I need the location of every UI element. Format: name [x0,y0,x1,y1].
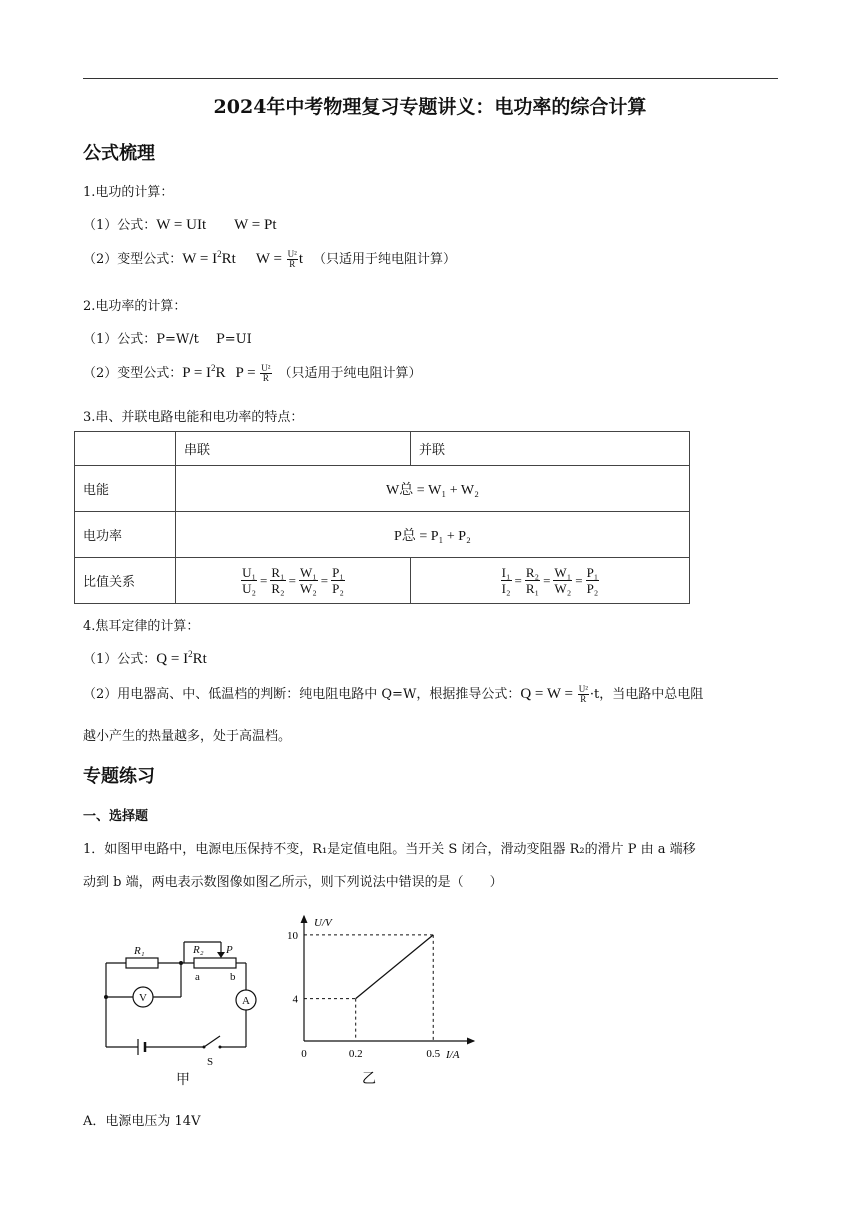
question-1-line-2: 动到 b 端，两电表示数图像如图乙所示，则下列说法中错误的是（ ） [83,875,503,890]
label-a: a [195,971,200,983]
label-p: P [226,944,233,956]
table-row-label: 比值关系 [75,558,176,604]
f-part: t [298,251,304,267]
x-tick-label: 0 [301,1048,307,1060]
ratio-fraction [331,565,345,596]
power-formula-line: （1）公式：P=W/t P=UI [83,332,252,347]
ratio-fraction [270,565,285,596]
denominator: P₂ [332,581,344,596]
numerator: W₁ [299,565,317,580]
work-variant-f1: $W = I^2Rt$ [182,249,236,267]
ratio-fraction [525,565,540,596]
joule-prefix: （1）公式： [83,652,157,667]
label-b: b [230,971,236,983]
table-row-label: 电功率 [75,512,176,558]
table-corner-cell [75,432,176,466]
denominator: R [262,373,269,384]
f-part: Q = W = [520,686,573,702]
table-header-parallel: 并联 [411,432,690,466]
power-variant-note: （只适用于纯电阻计算） [278,366,422,381]
denominator: I₂ [501,581,511,596]
table-row-ratio [75,558,690,604]
numerator: U² [578,684,588,695]
equals-sign: = [260,572,268,588]
f-part: P = [235,365,256,381]
text-part: ·t，当电路中总电阻 [589,687,704,702]
work-variant-note: （只适用于纯电阻计算） [313,252,457,267]
numerator: U² [261,363,271,374]
work-variant-prefix: （2）变型公式： [83,252,183,267]
data-line [356,935,434,999]
equals-sign: = [543,572,551,588]
label-voltmeter: V [139,992,147,1004]
table-header-series: 串联 [176,432,411,466]
ui-graph [282,912,482,1092]
heading-power: 2.电功率的计算： [83,299,187,314]
top-rule [83,78,778,79]
denominator: R [289,259,296,270]
heading-joule: 4.焦耳定律的计算： [83,619,200,634]
work-formula-2: W = Pt [234,217,277,233]
rheostat-r2 [194,958,236,968]
f-part: Rt [221,251,236,267]
switch-contact [203,1046,206,1049]
f-part: W = [255,251,282,267]
table-header-row [75,432,690,466]
numerator: W₁ [554,565,572,580]
parallel-ratio-formula [411,558,690,604]
table-row-power [75,512,690,558]
denominator: R [580,694,587,705]
label-switch: S [207,1056,214,1068]
series-ratio-formula [176,558,411,604]
switch-blade [204,1036,220,1047]
numerator: U² [287,249,297,260]
x-tick-label: 0.2 [348,1048,363,1060]
joule-conclusion-line: 越小产生的热量越多，处于高温档。 [83,729,292,744]
power-variant-f2 [235,363,273,384]
junction-dot [104,995,108,999]
f-part: Q = I [156,651,189,667]
denominator: W₂ [554,581,572,596]
f-part: P = I [182,365,212,381]
y-tick-label: 10 [287,929,298,942]
heading-series-parallel: 3.串、并联电路电能和电功率的特点： [83,410,304,425]
ratio-fraction [299,565,318,596]
ratio-fraction [501,565,512,596]
power-sum-formula: P总 = P₁ + P₂ [176,512,690,558]
joule-formula: $Q = I^2Rt$ [156,649,207,667]
work-formula-line [83,214,276,234]
fraction [287,250,298,269]
switch-contact [219,1046,222,1049]
y-axis-label: U/V [314,917,332,929]
ratio-fraction [553,565,572,596]
numerator: R₂ [525,565,540,580]
numerator: I₁ [501,565,511,580]
resistor-r1 [126,958,158,968]
label-r1: R₁ [134,945,145,957]
work-variant-f2 [255,249,304,270]
numerator: U₁ [242,565,257,580]
power-variant-line [83,362,422,383]
denominator: U₂ [242,581,257,596]
label-r2: R₂ [193,944,204,956]
denominator: P₂ [586,581,599,596]
numerator: P₁ [586,565,599,580]
slider-arrow-head [217,952,225,958]
ratio-fraction [241,565,257,596]
x-tick-label: 0.5 [426,1048,441,1060]
joule-judgement-line [83,683,703,704]
page-title: 2024年中考物理复习专题讲义：电功率的综合计算 [213,96,647,118]
subsection-choice: 一、选择题 [83,809,149,824]
work-variant-line [83,248,456,269]
ratio-fraction [586,565,600,596]
fraction [260,364,271,383]
text-part: （2）用电器高、中、低温档的判断：纯电阻电路中 Q=W，根据推导公式： [83,687,521,702]
work-formula-1: W = UIt [156,217,207,233]
circuit-diagram [96,930,266,1090]
y-tick-label: 4 [292,993,298,1006]
f-part: Rt [192,651,207,667]
denominator: R₂ [271,581,285,596]
power-variant-prefix: （2）变型公式： [83,366,183,381]
equals-sign: = [320,572,329,588]
numerator: R₁ [271,565,285,580]
x-axis-label: I/A [446,1049,460,1061]
f-part: R [215,365,226,381]
section-heading-formulas: 公式梳理 [83,143,155,164]
equals-sign: = [575,572,583,588]
joule-formula-line [83,648,207,668]
f-part: W = I [182,251,218,267]
table-row-energy [75,466,690,512]
caption-jia: 甲 [176,1072,190,1088]
denominator: R₁ [525,581,540,596]
option-a: A．电源电压为 14V [83,1114,201,1129]
table-row-label: 电能 [75,466,176,512]
label-ammeter: A [242,995,250,1007]
heat-formula [520,684,590,705]
equals-sign: = [288,572,296,588]
work-formula-prefix: （1）公式： [83,218,157,233]
equals-sign: = [514,572,522,588]
fraction [578,685,589,704]
numerator: P₁ [332,565,344,580]
junction-dot [179,961,183,965]
denominator: W₂ [299,581,317,596]
section-heading-practice: 专题练习 [83,766,155,787]
comparison-table [74,431,690,604]
power-variant-f1: $P = I^2R$ [182,363,226,381]
energy-formula: W总 = W₁ + W₂ [176,466,690,512]
caption-yi: 乙 [362,1071,376,1087]
question-1-line-1: 1．如图甲电路中，电源电压保持不变，R₁是定值电阻。当开关 S 闭合，滑动变阻器 R₂的滑片 P 由 a 端移 [83,842,696,857]
heading-work: 1.电功的计算： [83,185,174,200]
